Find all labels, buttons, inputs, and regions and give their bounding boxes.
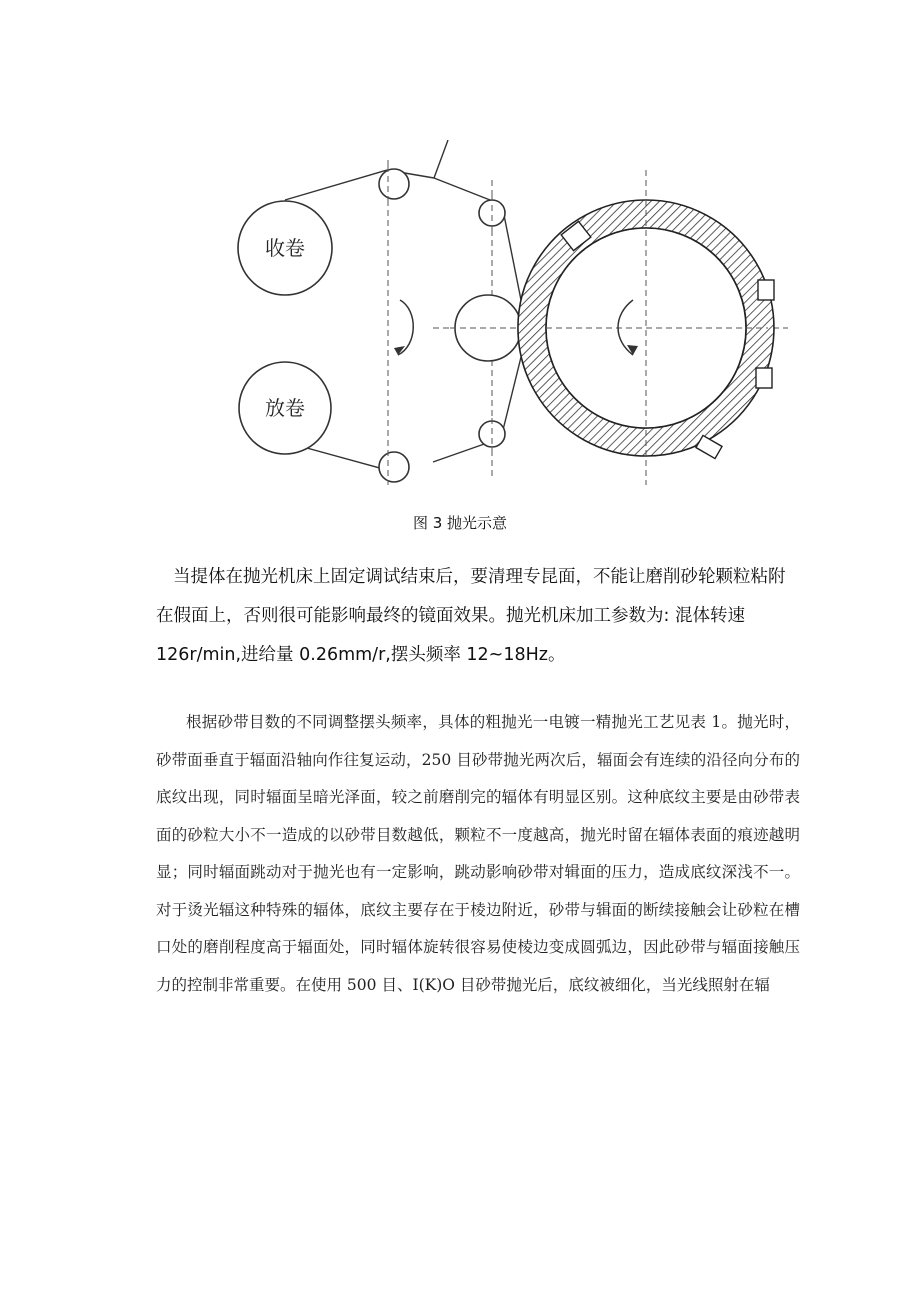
guide-roller-top	[379, 169, 409, 199]
rotation-arrow-left	[398, 300, 413, 355]
paragraph-2: 根据砂带目数的不同调整摆头频率，具体的粗抛光一电镀一精抛光工艺见表 1。抛光时，砂带面垂直于辐面沿轴向作往复运动，250 目砂带抛光两次后，辐面会有连续的沿径向分布的底纹出现，同时辐面呈暗光泽面，较之前磨削完的辐体有明显区别。这种底纹主要是由砂带表面的砂粒大小不一造成的以砂带目数越低，颗粒不一度越高，抛光时留在辐体表面的痕迹越明显；同时辐面跳动对于抛光也有一定影响，跳动影响砂带对辑面的压力，造成底纹深浅不一。对于烫光辐这种特殊的辐体，底纹主要存在于棱边附近，砂带与辑面的断续接触会让砂粒在槽口处的磨削程度高于辐面处，同时辐体旋转很容易使棱边变成圆弧边，因此砂带与辐面接触压力的控制非常重要。在使用 500 目、I(K)O 目砂带抛光后，底纹被细化，当光线照射在辐	[156, 713, 800, 994]
polishing-diagram	[228, 140, 788, 495]
pay-off-label: 放卷	[265, 396, 305, 420]
paragraph-1: 当提体在抛光机床上固定调试结束后，要清理专昆面，不能让磨削砂轮颗粒粘附在假面上，否则很可能影响最终的镜面效果。抛光机床加工参数为: 混体转速 126r/min,进给量 0.26mm/r,摆头频率 12~18Hz。	[156, 567, 786, 665]
polishing-diagram-svg	[228, 140, 788, 495]
guide-roller-upper-right	[479, 200, 505, 226]
guide-roller-bottom	[379, 452, 409, 482]
take-up-label: 收卷	[265, 236, 305, 260]
figure-caption: 图 3 抛光示意	[412, 514, 508, 532]
